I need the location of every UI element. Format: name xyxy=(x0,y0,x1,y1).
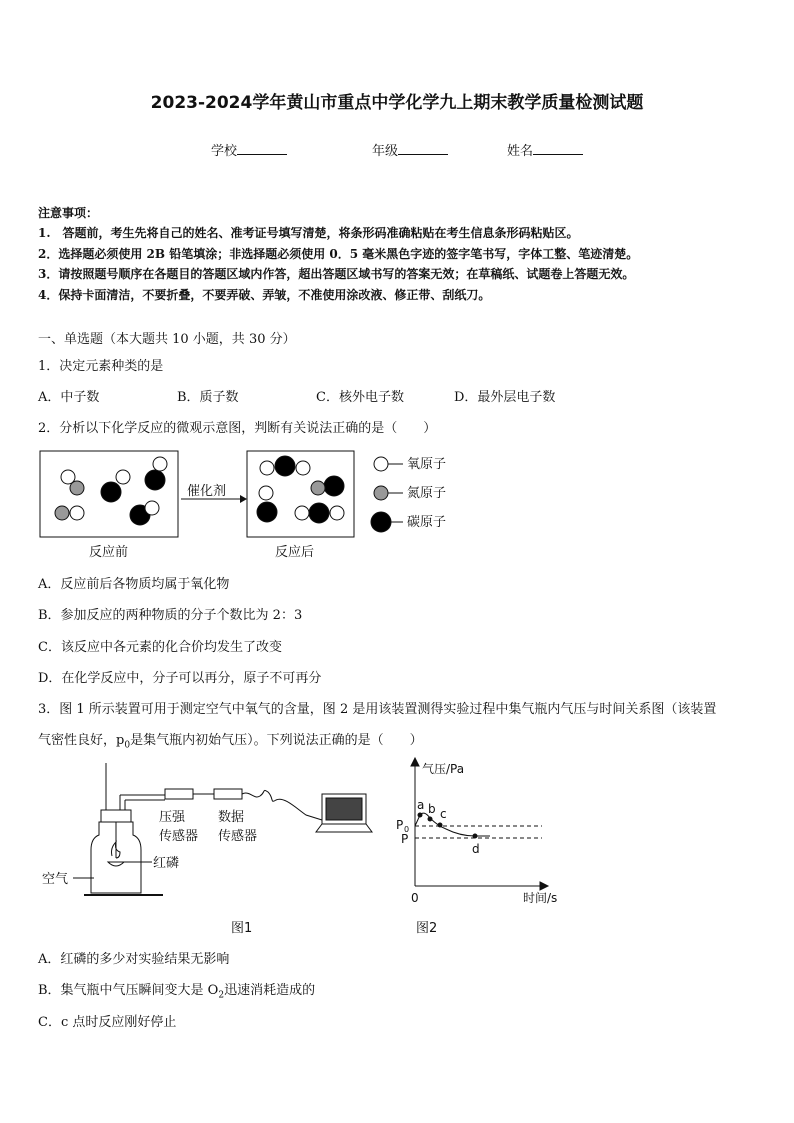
point-b-label: b xyxy=(428,802,436,816)
section-heading: 一、单选题（本大题共 10 小题，共 30 分） xyxy=(38,332,296,347)
notice-heading: 注意事项： xyxy=(38,206,99,220)
point-d xyxy=(473,834,478,839)
q2-option-d[interactable]: D．在化学反应中，分子可以再分，原子不可再分 xyxy=(38,671,322,686)
combustion-spoon xyxy=(108,862,124,866)
legend-carbon-label: 碳原子 xyxy=(407,515,447,530)
pressure-sensor-label: 压强 xyxy=(159,810,186,825)
laptop-icon xyxy=(316,794,372,832)
coiled-wire xyxy=(242,790,322,820)
y-axis-arrow xyxy=(411,758,419,766)
stopper xyxy=(101,810,131,822)
notice-item: 2．选择题必须使用 2B 铅笔填涂；非选择题必须使用 0．5 毫米黑色字迹的签字笔书写，字体工整、笔迹清楚。 xyxy=(38,247,639,261)
q3-option-b[interactable] xyxy=(38,979,315,1001)
page-title: 2023-2024学年黄山市重点中学化学九上期末教学质量检测试题 xyxy=(150,93,644,113)
option-subscript: 2 xyxy=(218,990,225,1001)
data-sensor-label: 传感器 xyxy=(218,829,258,844)
pressure-sensor-label: 传感器 xyxy=(159,829,199,844)
data-sensor-box xyxy=(214,789,242,799)
pressure-sensor-box xyxy=(165,789,193,799)
legend-oxygen-label: 氧原子 xyxy=(407,457,447,472)
q2-option-c[interactable]: C．该反应中各元素的化合价均发生了改变 xyxy=(38,640,282,655)
catalyst-label: 催化剂 xyxy=(187,484,227,499)
point-a-label: a xyxy=(417,798,425,812)
q1-option-b[interactable]: B．质子数 xyxy=(177,390,239,405)
notice-item: 3．请按照题号顺序在各题目的答题区域内作答，超出答题区域书写的答案无效；在草稿纸、试题卷上答题无效。 xyxy=(38,267,635,281)
before-label: 反应前 xyxy=(89,545,129,560)
figure-1-caption: 图1 xyxy=(231,921,253,936)
red-phosphorus-label: 红磷 xyxy=(153,856,180,871)
air-label: 空气 xyxy=(42,872,69,887)
figure-2-caption: 图2 xyxy=(416,921,438,936)
origin-label: 0 xyxy=(411,891,419,905)
grade-label: 年级 xyxy=(372,144,399,159)
notice-item: 1. 答题前，考生先将自己的姓名、准考证号填写清楚，将条形码准确粘贴在考生信息条形码粘贴区。 xyxy=(38,226,579,240)
name-label: 姓名 xyxy=(507,144,534,159)
question-2-stem: 2．分析以下化学反应的微观示意图，判断有关说法正确的是（ ） xyxy=(38,421,437,436)
question-3-stem: 3．图 1 所示装置可用于测定空气中氧气的含量，图 2 是用该装置测得实验过程中集气瓶内气压与时间关系图（该装置 xyxy=(38,702,717,717)
x-axis-label: 时间/s xyxy=(523,891,558,905)
q2-option-b[interactable]: B．参加反应的两种物质的分子个数比为 2：3 xyxy=(38,608,303,623)
school-label: 学校 xyxy=(211,144,238,159)
legend-nitrogen-label: 氮原子 xyxy=(407,486,447,501)
point-c xyxy=(438,823,443,828)
q3-option-c[interactable]: C．c 点时反应刚好停止 xyxy=(38,1015,177,1030)
after-label: 反应后 xyxy=(275,545,315,560)
p0-subscript: 0 xyxy=(404,825,410,834)
question-1-stem: 1．决定元素种类的是 xyxy=(38,359,164,374)
pressure-curve xyxy=(415,813,490,836)
stem-text: 气密性良好，p xyxy=(38,733,125,748)
q1-option-d[interactable]: D．最外层电子数 xyxy=(454,390,556,405)
notice-item: 4．保持卡面清洁，不要折叠，不要弄破、弄皱，不准使用涂改液、修正带、刮纸刀。 xyxy=(38,288,491,302)
stem-text: 是集气瓶内初始气压）。下列说法正确的是（ ） xyxy=(130,733,423,748)
q1-option-a[interactable]: A．中子数 xyxy=(38,390,100,405)
q2-option-a[interactable]: A．反应前后各物质均属于氧化物 xyxy=(38,577,230,592)
option-text: 迅速消耗造成的 xyxy=(224,983,316,998)
y-axis-label: 气压/Pa xyxy=(422,762,465,776)
q1-option-c[interactable]: C．核外电子数 xyxy=(316,390,404,405)
point-d-label: d xyxy=(472,842,480,856)
data-sensor-label: 数据 xyxy=(218,810,245,825)
point-b xyxy=(428,817,433,822)
p0-label: P xyxy=(396,818,404,832)
q3-option-a[interactable]: A．红磷的多少对实验结果无影响 xyxy=(38,952,230,967)
point-a xyxy=(418,813,423,818)
p-label: P xyxy=(401,832,409,846)
point-c-label: c xyxy=(440,807,447,821)
stem-subscript: 0 xyxy=(124,740,131,751)
option-text: B．集气瓶中气压瞬间变大是 O xyxy=(38,983,219,998)
x-axis-arrow xyxy=(540,882,548,890)
